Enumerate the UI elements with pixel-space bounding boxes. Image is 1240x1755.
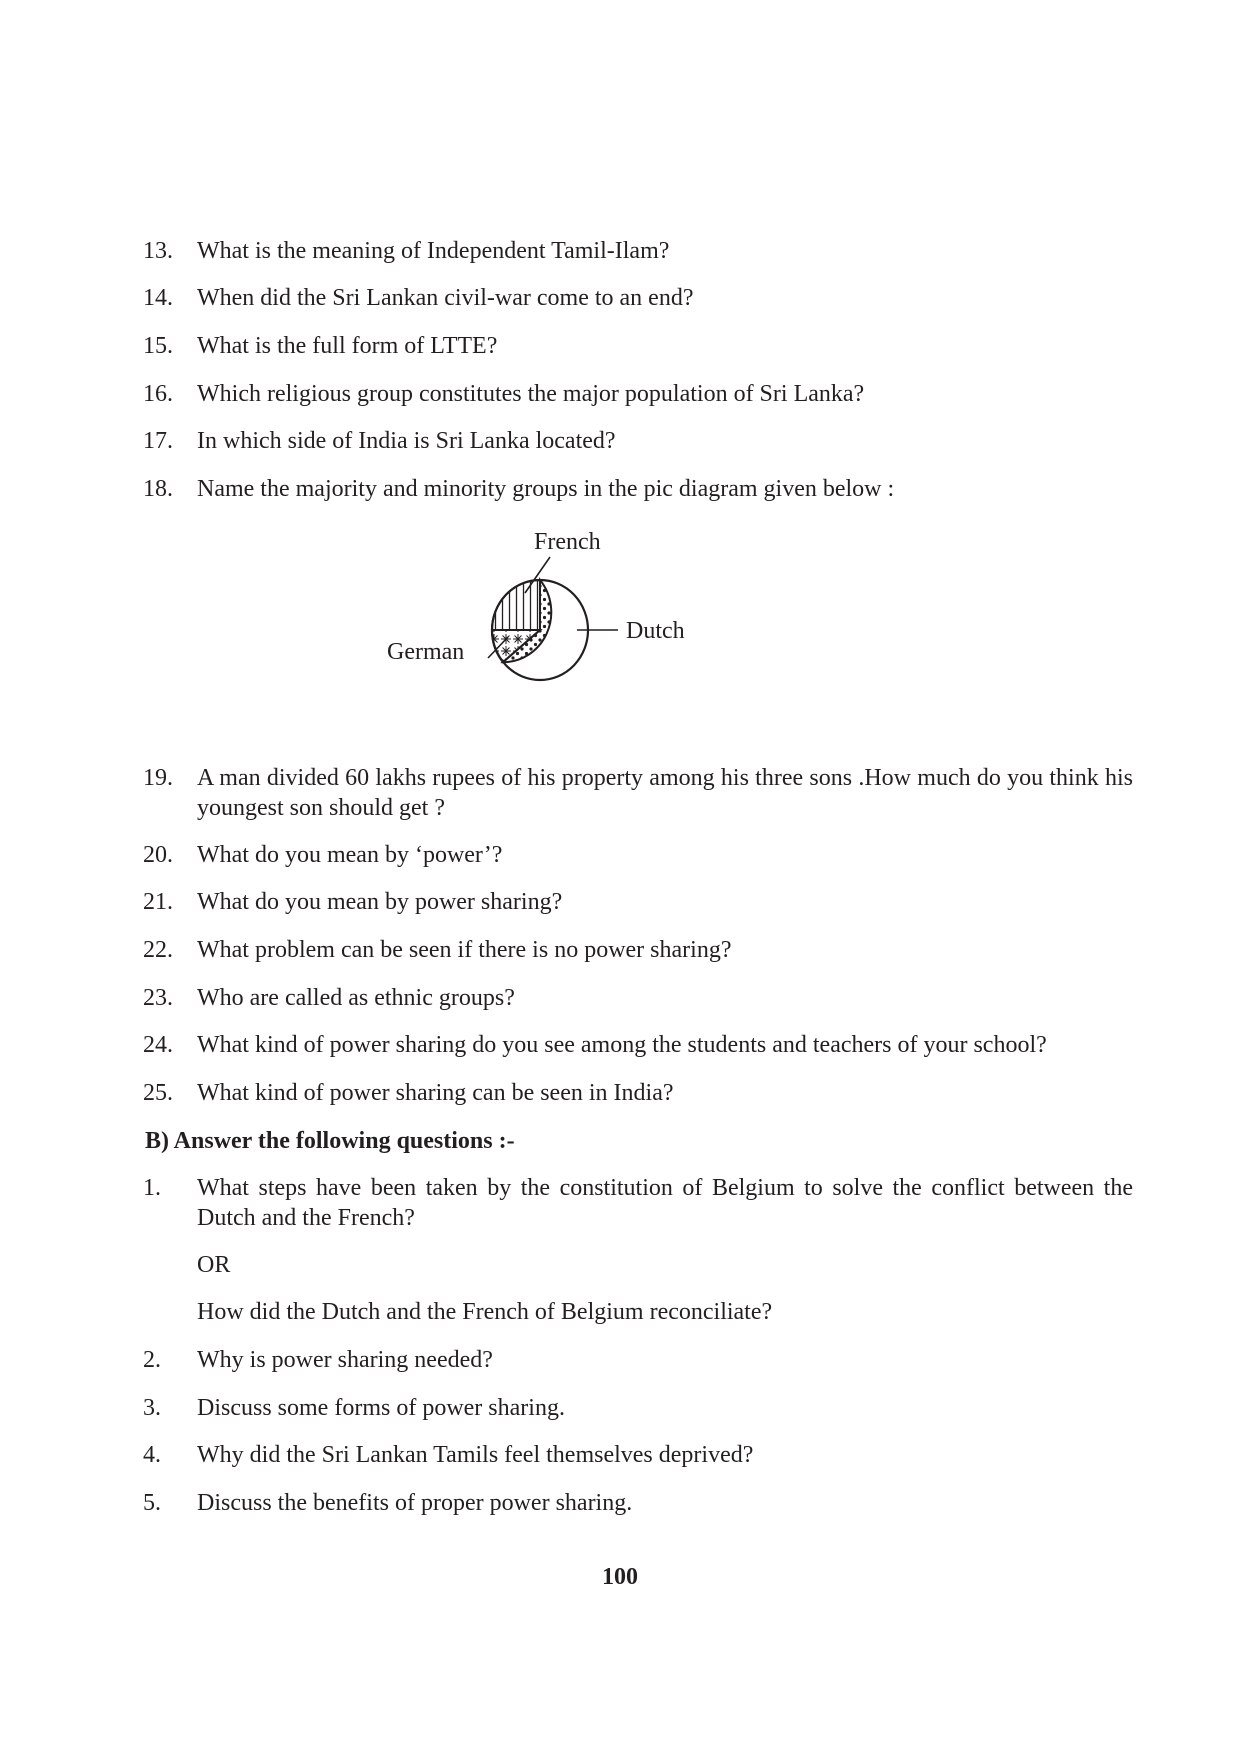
question-text: What do you mean by power sharing?: [197, 889, 563, 915]
question-text: Which religious group constitutes the major population of Sri Lanka?: [197, 381, 865, 407]
label-french: French: [534, 529, 601, 555]
question-text: Who are called as ethnic groups?: [197, 985, 515, 1011]
question-number: 13.: [143, 238, 173, 264]
question-text: Name the majority and minority groups in the pic diagram given below :: [197, 476, 895, 502]
question-number: 22.: [143, 937, 173, 963]
question-number: 15.: [143, 333, 173, 359]
or-label: OR: [197, 1252, 231, 1278]
question-text: What is the meaning of Independent Tamil-Ilam?: [197, 238, 670, 264]
page-number: 100: [602, 1564, 638, 1590]
question-text: What kind of power sharing do you see among the students and teachers of your school?: [197, 1032, 1047, 1058]
question-number: 3.: [143, 1395, 161, 1421]
question-number: 14.: [143, 285, 173, 311]
alternative-question: How did the Dutch and the French of Belgium reconciliate?: [197, 1299, 773, 1325]
question-text: What do you mean by ‘power’?: [197, 842, 503, 868]
label-german: German: [387, 639, 465, 665]
question-text: Why did the Sri Lankan Tamils feel themselves deprived?: [197, 1442, 754, 1468]
question-number: 21.: [143, 889, 173, 915]
question-text: What is the full form of LTTE?: [197, 333, 498, 359]
question-number: 23.: [143, 985, 173, 1011]
question-text: When did the Sri Lankan civil-war come to an end?: [197, 285, 694, 311]
pie-diagram: [380, 525, 710, 695]
question-number: 18.: [143, 476, 173, 502]
question-text: Discuss the benefits of proper power sharing.: [197, 1490, 633, 1516]
question-number: 17.: [143, 428, 173, 454]
question-text: Why is power sharing needed?: [197, 1347, 493, 1373]
question-number: 2.: [143, 1347, 161, 1373]
label-dutch: Dutch: [626, 618, 685, 644]
question-number: 19.: [143, 765, 173, 791]
question-number: 25.: [143, 1080, 173, 1106]
question-number: 20.: [143, 842, 173, 868]
question-number: 24.: [143, 1032, 173, 1058]
question-text: What steps have been taken by the constitution of Belgium to solve the conflict between the Dutch and the French?: [197, 1175, 1133, 1231]
question-text: What problem can be seen if there is no power sharing?: [197, 937, 732, 963]
question-number: 5.: [143, 1490, 161, 1516]
question-text: What kind of power sharing can be seen in India?: [197, 1080, 674, 1106]
question-number: 4.: [143, 1442, 161, 1468]
question-text: In which side of India is Sri Lanka located?: [197, 428, 616, 454]
question-number: 16.: [143, 381, 173, 407]
section-b-heading: B) Answer the following questions :-: [145, 1128, 515, 1154]
question-number: 1.: [143, 1175, 161, 1201]
question-text: A man divided 60 lakhs rupees of his property among his three sons .How much do you think his youngest son should get ?: [197, 765, 1133, 821]
question-text: Discuss some forms of power sharing.: [197, 1395, 565, 1421]
